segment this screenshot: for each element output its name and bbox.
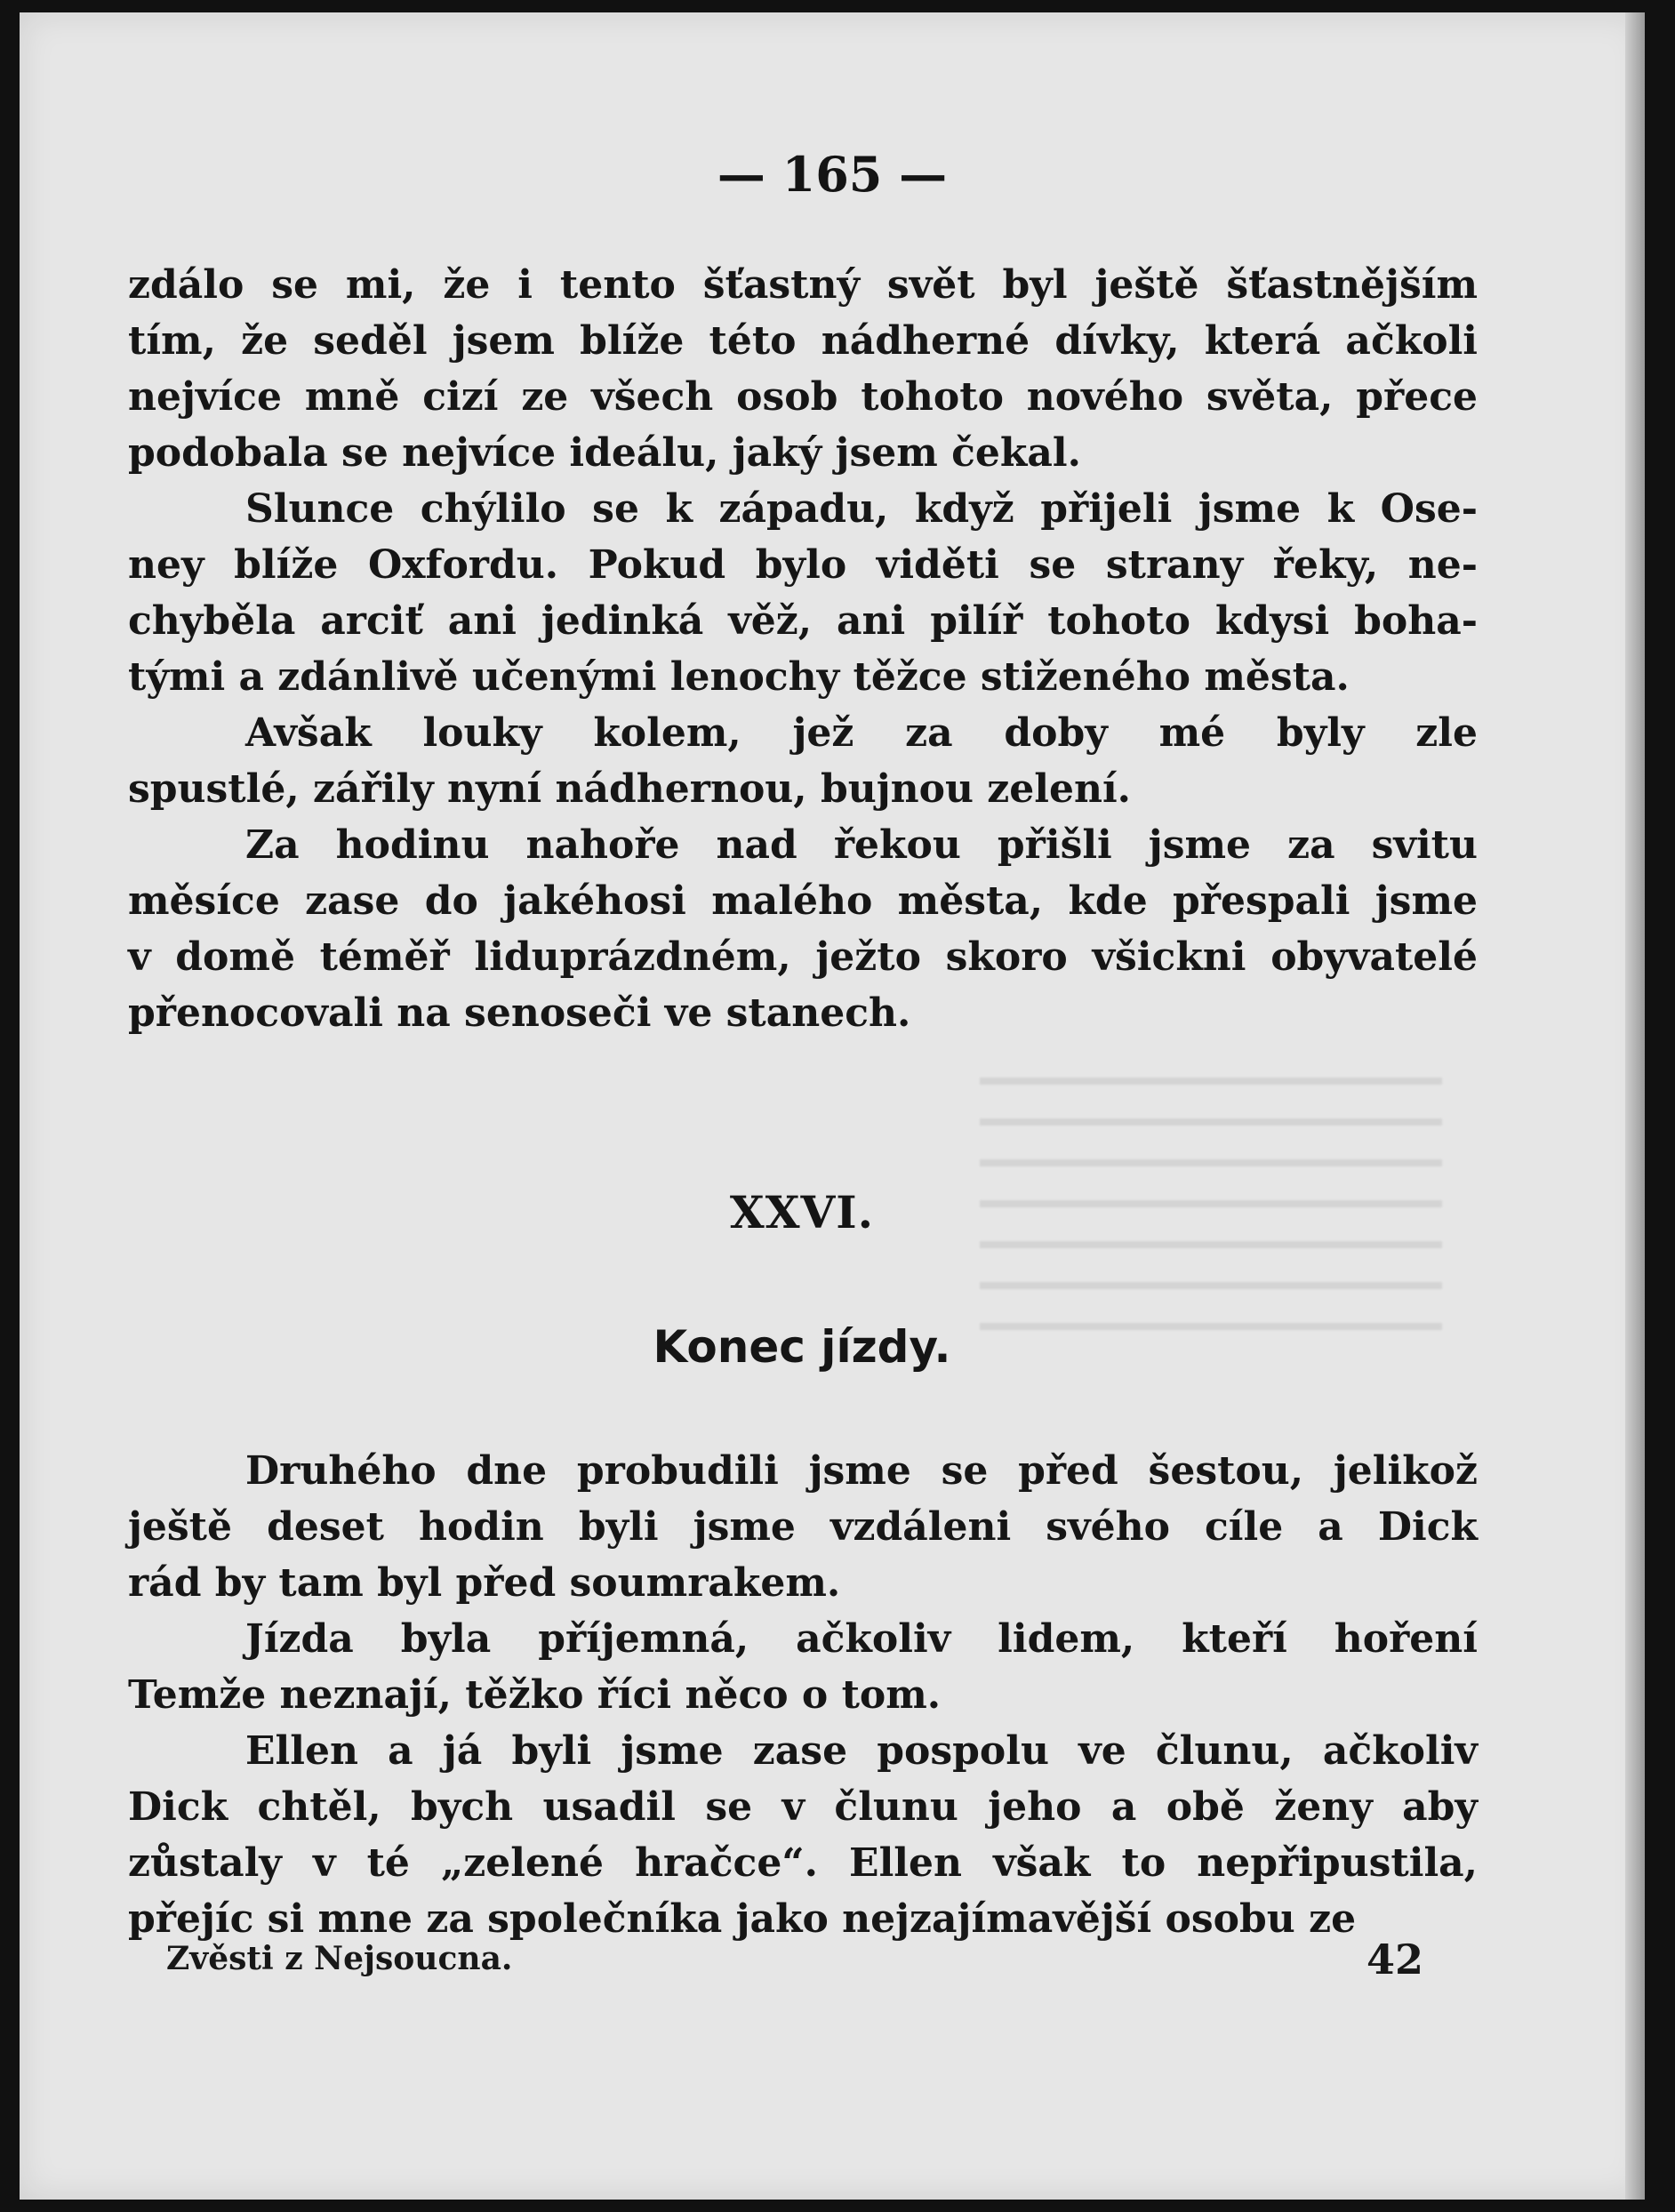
text-line: nejvíce mně cizí ze všech osob tohoto nového světa, přece [128, 374, 1478, 420]
text-line: podobala se nejvíce ideálu, jaký jsem čekal. [128, 430, 1081, 476]
text-line: chyběla arciť ani jedinká věž, ani pilíř tohoto kdysi boha- [128, 598, 1478, 644]
text-line: Druhého dne probudili jsme se před šestou, jelikož [245, 1448, 1478, 1494]
page-number: — 165 — [717, 146, 948, 203]
text-line: Dick chtěl, bych usadil se v člunu jeho a obě ženy aby [128, 1784, 1478, 1830]
chapter-title: Konec jízdy. [653, 1321, 951, 1373]
text-line: tím, že seděl jsem blíže této nádherné dívky, která ačkoli [128, 318, 1478, 364]
text-block-after-chapter [128, 1443, 1478, 1947]
text-line: Jízda byla příjemná, ačkoliv lidem, kteří hoření [245, 1616, 1478, 1662]
footer-sheet-number: 42 [1366, 1936, 1424, 1984]
text-line: ještě deset hodin byli jsme vzdáleni svého cíle a Dick [128, 1504, 1478, 1550]
footer-signature: Zvěsti z Nejsoucna. [166, 1940, 513, 1977]
text-line: v domě téměř liduprázdném, ježto skoro všickni obyvatelé [128, 934, 1478, 980]
book-page [20, 12, 1645, 2200]
text-line: měsíce zase do jakéhosi malého města, kde přespali jsme [128, 878, 1478, 924]
text-line: Avšak louky kolem, jež za doby mé byly zle [245, 710, 1478, 756]
text-line: tými a zdánlivě učenými lenochy těžce stiženého města. [128, 654, 1350, 700]
text-line: ney blíže Oxfordu. Pokud bylo viděti se strany řeky, ne- [128, 542, 1478, 588]
text-line: Temže neznají, těžko říci něco o tom. [128, 1672, 942, 1718]
text-line: zdálo se mi, že i tento šťastný svět byl ještě šťastnějším [128, 262, 1478, 308]
page-edge [1625, 12, 1645, 2200]
text-line: Slunce chýlilo se k západu, když přijeli jsme k Ose- [245, 486, 1478, 532]
chapter-number: XXVI. [729, 1186, 875, 1238]
text-line: přenocovali na senoseči ve stanech. [128, 990, 911, 1036]
text-line: Za hodinu nahoře nad řekou přišli jsme za svitu [245, 822, 1478, 868]
text-line: Ellen a já byli jsme zase pospolu ve člunu, ačkoliv [245, 1728, 1478, 1774]
text-line: zůstaly v té „zelené hračce“. Ellen však to nepřipustila, [128, 1840, 1478, 1886]
text-line: přejíc si mne za společníka jako nejzajímavější osobu ze [128, 1896, 1357, 1942]
text-block-before-chapter [128, 257, 1478, 1041]
text-line: spustlé, zářily nyní nádhernou, bujnou zelení. [128, 766, 1131, 812]
text-line: rád by tam byl před soumrakem. [128, 1560, 841, 1606]
